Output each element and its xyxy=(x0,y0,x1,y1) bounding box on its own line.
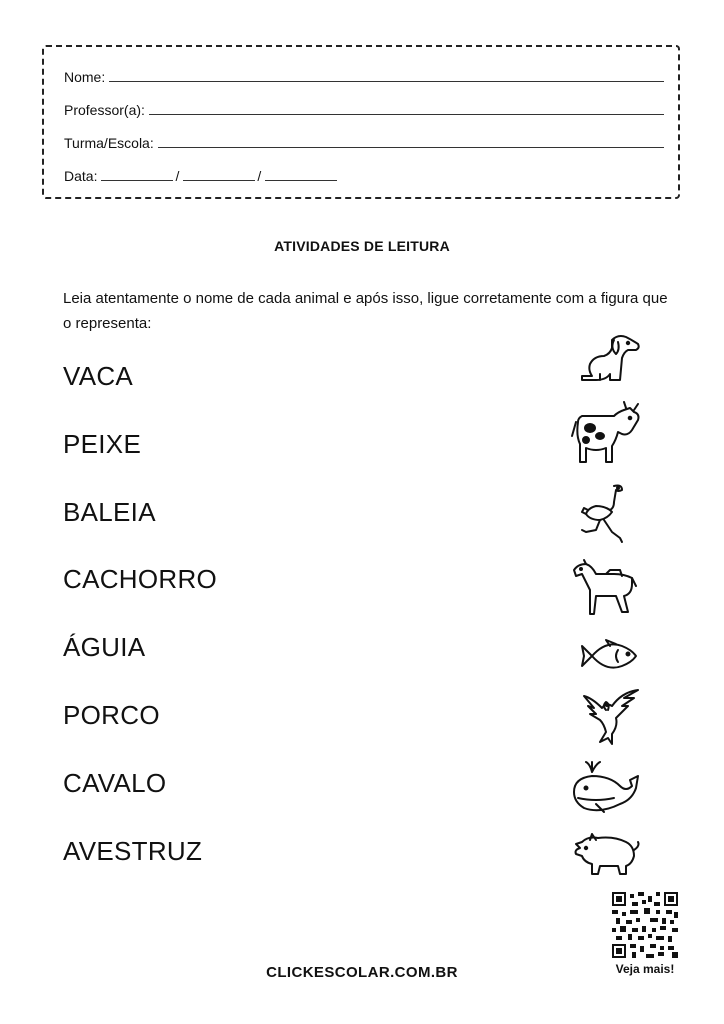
date-day-line xyxy=(101,180,173,181)
word-item[interactable]: BALEIA xyxy=(63,497,156,527)
class-label: Turma/Escola: xyxy=(64,135,154,151)
date-separator: / xyxy=(175,168,180,184)
whale-icon[interactable] xyxy=(566,756,648,820)
word-item[interactable]: CACHORRO xyxy=(63,564,218,594)
date-year-line xyxy=(265,180,337,181)
date-month-line xyxy=(183,180,255,181)
instructions-text: Leia atentamente o nome de cada animal e após isso, ligue corretamente com a figura que o representa: xyxy=(63,290,668,332)
pig-icon[interactable] xyxy=(566,822,648,886)
word-item[interactable]: VACA xyxy=(63,361,134,391)
qr-code[interactable] xyxy=(612,892,678,958)
ostrich-icon[interactable] xyxy=(566,482,648,546)
name-label: Nome: xyxy=(64,69,106,85)
footer-website[interactable]: CLICKESCOLAR.COM.BR xyxy=(266,964,458,981)
name-line xyxy=(109,81,664,82)
teacher-field[interactable] xyxy=(64,98,664,118)
cow-icon[interactable] xyxy=(566,400,648,464)
fish-icon[interactable] xyxy=(566,622,648,686)
horse-icon[interactable] xyxy=(566,556,648,620)
qr-caption: Veja mais! xyxy=(615,962,675,976)
name-field[interactable] xyxy=(64,65,664,85)
word-item[interactable]: AVESTRUZ xyxy=(63,836,203,866)
date-label: Data: xyxy=(64,168,98,184)
word-item[interactable]: PEIXE xyxy=(63,429,142,459)
class-line xyxy=(158,147,664,148)
date-field[interactable] xyxy=(64,164,337,184)
page-title: ATIVIDADES DE LEITURA xyxy=(274,238,450,254)
dog-icon[interactable] xyxy=(566,328,648,392)
teacher-label: Professor(a): xyxy=(64,102,145,118)
word-item[interactable]: ÁGUIA xyxy=(63,632,146,662)
eagle-icon[interactable] xyxy=(566,684,648,748)
word-item[interactable]: PORCO xyxy=(63,700,160,730)
class-field[interactable] xyxy=(64,131,664,151)
word-item[interactable]: CAVALO xyxy=(63,768,167,798)
teacher-line xyxy=(149,114,664,115)
date-separator: / xyxy=(257,168,262,184)
student-info-box xyxy=(42,45,680,199)
